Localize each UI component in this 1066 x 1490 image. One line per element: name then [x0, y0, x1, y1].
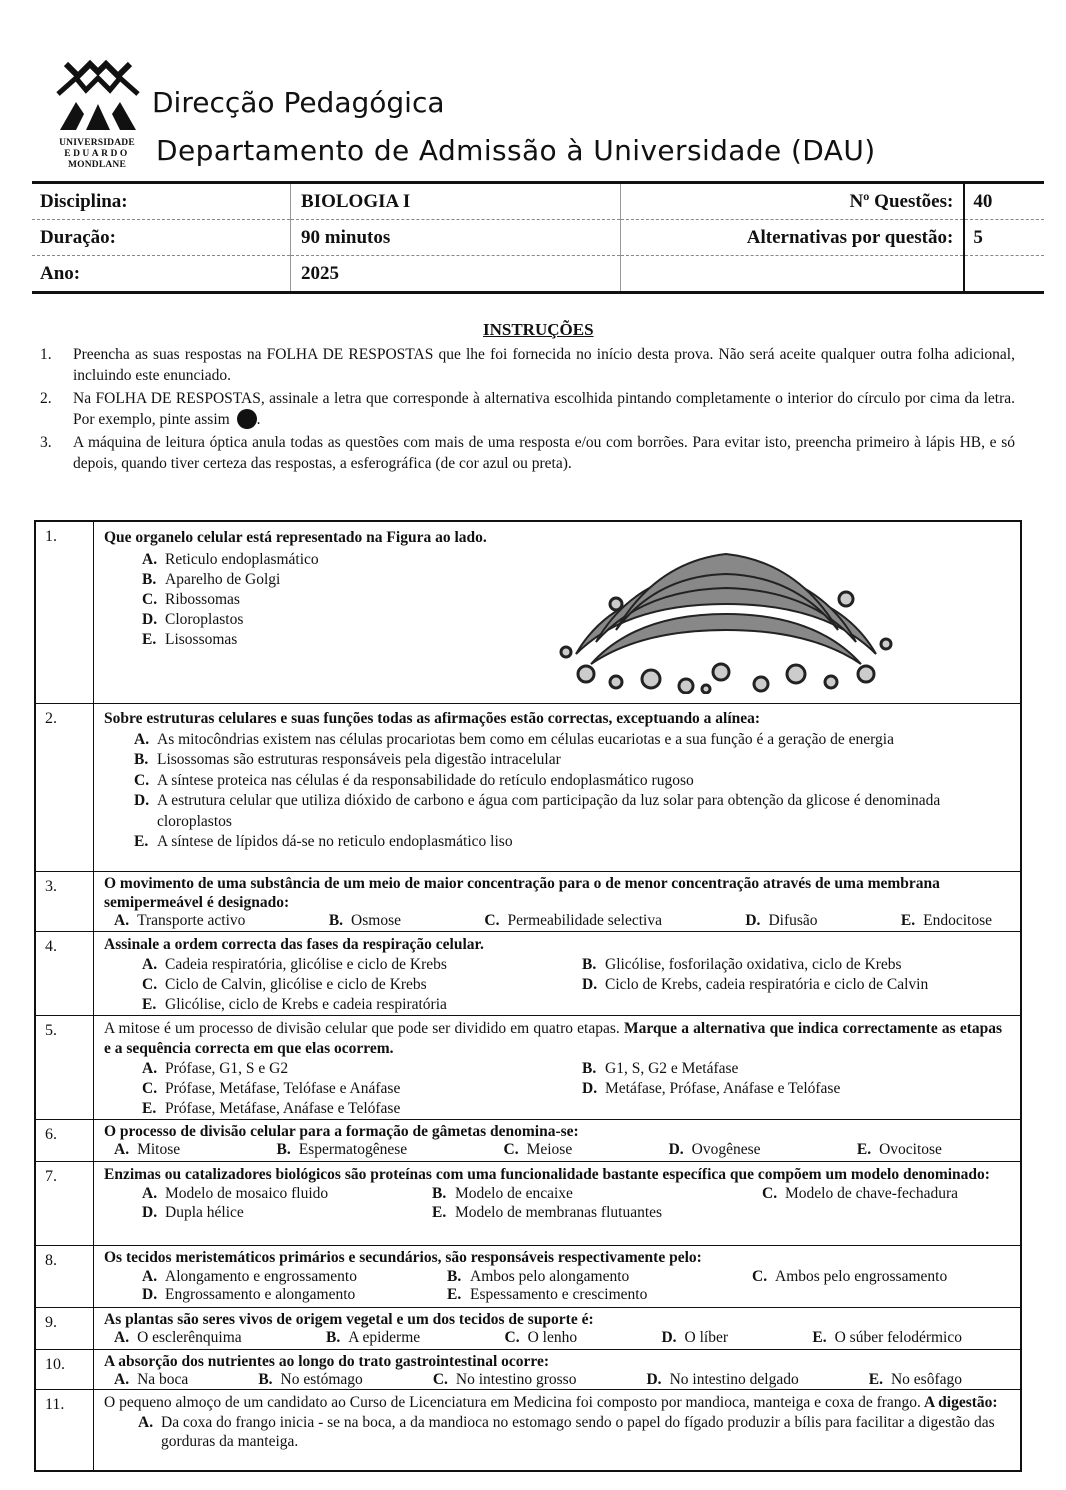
option-a: A. Na boca	[114, 1371, 189, 1388]
golgi-apparatus-figure	[556, 544, 896, 694]
instructions-list	[40, 344, 1015, 476]
question-stem: O processo de divisão celular para a formação de gâmetas denomina-se:	[104, 1123, 579, 1140]
question-1: 1. Que organelo celular está representado na Figura ao lado. A. Reticulo endoplasmático B. Aparelho de Golgi C. Ribossomas D. Cloroplastos E. Lisossomas	[36, 522, 1020, 704]
question-9: 9. As plantas são seres vivos de origem vegetal e um dos tecidos de suporte é: A. O esclerênquima B. A epiderme C. O lenho D. O líber E. O súber felodérmico	[36, 1308, 1020, 1350]
disciplina-label: Disciplina:	[32, 183, 291, 220]
option-a: A. Reticulo endoplasmático	[142, 551, 319, 568]
option-c: C. O lenho	[504, 1329, 578, 1346]
option-d: D. Engrossamento e alongamento	[142, 1286, 356, 1303]
questoes-label: Nº Questões:	[620, 183, 964, 220]
duracao-label: Duração:	[32, 220, 291, 256]
option-e: E. Ovocitose	[856, 1141, 942, 1158]
option-e: E. A síntese de lípidos dá-se no reticulo endoplasmático liso	[134, 833, 513, 850]
question-stem: Os tecidos meristemáticos primários e secundários, são responsáveis respectivamente pelo:	[104, 1249, 702, 1266]
university-name: UNIVERSIDADE EDUARDO MONDLANE	[59, 138, 135, 170]
option-e: E. Endocitose	[900, 912, 992, 929]
instruction-item: 3. A máquina de leitura óptica anula todas as questões com mais de uma resposta e/ou com borrões. Para evitar isto, preencha primeiro à lápis HB, e só depois, quando tiver certeza das respostas, a esferográfica (de cor azul ou preta).	[40, 434, 1015, 472]
option-c: C. Prófase, Metáfase, Telófase e Anáfase	[142, 1080, 401, 1097]
option-e: E. O súber felodérmico	[812, 1329, 962, 1346]
option-b: B. Osmose	[328, 912, 401, 929]
duracao-value: 90 minutos	[291, 220, 621, 256]
option-e: E. Lisossomas	[142, 631, 238, 648]
question-3: 3. O movimento de uma substância de um meio de maior concentração para o de menor concentração através de uma membrana semipermeável é designado: A. Transporte activo B. Osmose C. Permeabilidade selectiva D. Difusão E. Endocitose	[36, 872, 1020, 932]
ano-value: 2025	[291, 256, 621, 293]
option-e: E. Prófase, Metáfase, Anáfase e Telófase	[142, 1100, 401, 1117]
question-stem: Enzimas ou catalizadores biológicos são proteínas com uma funcionalidade bastante específica que compõem um modelo denominado:	[104, 1166, 990, 1183]
option-a: A. Transporte activo	[114, 912, 246, 929]
department-title: Departamento de Admissão à Universidade (DAU)	[156, 134, 876, 167]
question-11: 11. O pequeno almoço de um candidato ao Curso de Licenciatura em Medicina foi composto por mandioca, manteiga e coxa de frango. A digestão: A. Da coxa do frango inicia - se na boca, a da mandioca no estomago sendo o papel do fígado produzir a bílis para facilitar a digestão das gorduras da manteiga.	[36, 1390, 1020, 1474]
alternativas-value: 5	[964, 220, 1044, 256]
disciplina-value: BIOLOGIA I	[291, 183, 621, 220]
option-e: E. No esôfago	[868, 1371, 962, 1388]
option-a: A. Mitose	[114, 1141, 181, 1158]
question-stem: O pequeno almoço de um candidato ao Curso de Licenciatura em Medicina foi composto por mandioca, manteiga e coxa de frango. A digestão:	[104, 1394, 998, 1411]
option-a: A. Prófase, G1, S e G2	[142, 1060, 289, 1077]
question-7: 7. Enzimas ou catalizadores biológicos são proteínas com uma funcionalidade bastante específica que compõem um modelo denominado: A. Modelo de mosaico fluido B. Modelo de encaixe C. Modelo de chave-fechadura D. Dupla hélice E. Modelo de membranas flutuantes	[36, 1162, 1020, 1246]
option-d: D. Cloroplastos	[142, 611, 244, 628]
question-stem: Sobre estruturas celulares e suas funções todas as afirmações estão correctas, exceptuando a alínea:	[104, 710, 761, 727]
instruction-item: 1. Preencha as suas respostas na FOLHA DE RESPOSTAS que lhe foi fornecida no início desta prova. Não será aceite qualquer outra folha adicional, incluindo este enunciado.	[40, 346, 1015, 384]
question-stem: A absorção dos nutrientes ao longo do trato gastrointestinal ocorre:	[104, 1353, 550, 1370]
question-stem: Assinale a ordem correcta das fases da respiração celular.	[104, 936, 484, 953]
directorate-title: Direcção Pedagógica	[152, 86, 445, 119]
option-b: B. Ambos pelo alongamento	[447, 1267, 630, 1285]
option-c: C. A síntese proteica nas células é da responsabilidade do retículo endoplasmático rugoso	[134, 771, 694, 789]
option-b: B. G1, S, G2 e Metáfase	[582, 1060, 739, 1077]
question-6: 6. O processo de divisão celular para a formação de gâmetas denomina-se: A. Mitose B. Espermatogênese C. Meiose D. Ovogênese E. Ovocitose	[36, 1120, 1020, 1162]
option-d: D. Dupla hélice	[142, 1204, 244, 1221]
option-c: C. Modelo de chave-fechadura	[762, 1185, 958, 1202]
option-d: D. Metáfase, Prófase, Anáfase e Telófase	[582, 1080, 841, 1097]
option-a: A. Modelo de mosaico fluido	[142, 1185, 329, 1202]
question-10: 10. A absorção dos nutrientes ao longo do trato gastrointestinal ocorre: A. Na boca B. No estómago C. No intestino grosso D. No intestino delgado E. No esôfago	[36, 1350, 1020, 1390]
option-d: D. Ciclo de Krebs, cadeia respiratória e ciclo de Calvin	[582, 976, 929, 993]
option-a: A. O esclerênquima	[114, 1329, 242, 1346]
option-b: B. Glicólise, fosforilação oxidativa, ciclo de Krebs	[582, 956, 902, 973]
question-stem: As plantas são seres vivos de origem vegetal e um dos tecidos de suporte é:	[104, 1311, 594, 1328]
question-stem: Que organelo celular está representado na Figura ao lado.	[104, 529, 487, 546]
option-b: B. No estómago	[258, 1371, 363, 1388]
filled-circle-icon	[237, 409, 257, 429]
questoes-value: 40	[964, 183, 1044, 220]
option-c: C. Permeabilidade selectiva	[484, 912, 662, 929]
question-5: 5. A mitose é um processo de divisão celular que pode ser dividido em quatro etapas. Marque a alternativa que indica correctamente as etapas e a sequência correcta em que elas ocorrem. A. Prófase, G1, S e G2 B. G1, S, G2 e Metáfase C. Prófase, Metáfase, Telófase e Anáfase D. Metáfase, Prófase, Anáfase e Telófase E. Prófase, Metáfase, Anáfase e Telófase	[36, 1016, 1020, 1120]
instructions-title: INSTRUÇÕES	[483, 320, 594, 339]
question-2: 2. Sobre estruturas celulares e suas funções todas as afirmações estão correctas, exceptuando a alínea: A. As mitocôndrias existem nas células procariotas bem como em células eucariotas e a sua função é a geração de energia B. Lisossomas são estruturas responsáveis pela digestão intracelular C. A síntese proteica nas células é da responsabilidade do retículo endoplasmático rugoso D. A estrutura celular que utiliza dióxido de carbono e água com participação da luz solar para obtenção da glicose é denominada cloroplastos E. A síntese de lípidos dá-se no reticulo endoplasmático liso	[36, 704, 1020, 872]
option-c: C. Meiose	[503, 1141, 573, 1158]
option-d: D. No intestino delgado	[646, 1371, 799, 1388]
questions-table	[34, 520, 1022, 1472]
question-8: 8. Os tecidos meristemáticos primários e secundários, são responsáveis respectivamente pelo: A. Alongamento e engrossamento B. Ambos pelo alongamento C. Ambos pelo engrossamento D. Engrossamento e alongamento E. Espessamento e crescimento	[36, 1246, 1020, 1308]
option-c: C. Ribossomas	[142, 591, 240, 608]
option-b: B. Aparelho de Golgi	[142, 571, 281, 588]
option-b: B. Modelo de encaixe	[432, 1185, 573, 1202]
ano-label: Ano:	[40, 262, 81, 284]
option-c: C. Ciclo de Calvin, glicólise e ciclo de Krebs	[142, 976, 427, 993]
question-stem: A mitose é um processo de divisão celular que pode ser dividido em quatro etapas. Marque a alternativa que indica correctamente as etapas e a sequência correcta em que elas ocorrem.	[104, 1020, 1003, 1057]
alternativas-label: Alternativas por questão:	[620, 220, 964, 256]
option-d: D. A estrutura celular que utiliza dióxido de carbono e água com participação da luz solar para obtenção da glicose é denominada cloroplastos	[134, 792, 941, 830]
question-stem: O movimento de uma substância de um meio de maior concentração para o de menor concentração através de uma membrana semipermeável é designado:	[104, 875, 940, 911]
question-4: 4. Assinale a ordem correcta das fases da respiração celular. A. Cadeia respiratória, glicólise e ciclo de Krebs B. Glicólise, fosforilação oxidativa, ciclo de Krebs C. Ciclo de Calvin, glicólise e ciclo de Krebs D. Ciclo de Krebs, cadeia respiratória e ciclo de Calvin E. Glicólise, ciclo de Krebs e cadeia respiratória	[36, 932, 1020, 1016]
option-b: B. A epiderme	[326, 1329, 421, 1346]
option-c: C. Ambos pelo engrossamento	[752, 1267, 948, 1285]
option-e: E. Glicólise, ciclo de Krebs e cadeia respiratória	[142, 996, 447, 1013]
option-c: C. No intestino grosso	[432, 1371, 577, 1388]
option-d: D. O líber	[661, 1329, 729, 1346]
option-d: D. Ovogênese	[668, 1141, 761, 1158]
option-e: E. Espessamento e crescimento	[447, 1286, 648, 1303]
option-a: A. Alongamento e engrossamento	[142, 1267, 357, 1285]
option-d: D. Difusão	[745, 912, 818, 929]
option-e: E. Modelo de membranas flutuantes	[432, 1204, 663, 1221]
option-a: A. As mitocôndrias existem nas células procariotas bem como em células eucariotas e a sua função é a geração de energia	[134, 730, 894, 748]
option-b: B. Lisossomas são estruturas responsáveis pela digestão intracelular	[134, 751, 561, 768]
exam-info-table	[32, 181, 1044, 294]
option-b: B. Espermatogênese	[276, 1141, 408, 1158]
option-a: A. Cadeia respiratória, glicólise e ciclo de Krebs	[142, 956, 447, 973]
option-a: A. Da coxa do frango inicia - se na boca, a da mandioca no estomago sendo o papel do fígado produzir a bílis para facilitar a digestão das gorduras da manteiga.	[138, 1413, 995, 1450]
instruction-item: 2. Na FOLHA DE RESPOSTAS, assinale a letra que corresponde à alternativa escolhida pintando completamente o interior do círculo por cima da letra. Por exemplo, pinte assim .	[40, 390, 1015, 428]
